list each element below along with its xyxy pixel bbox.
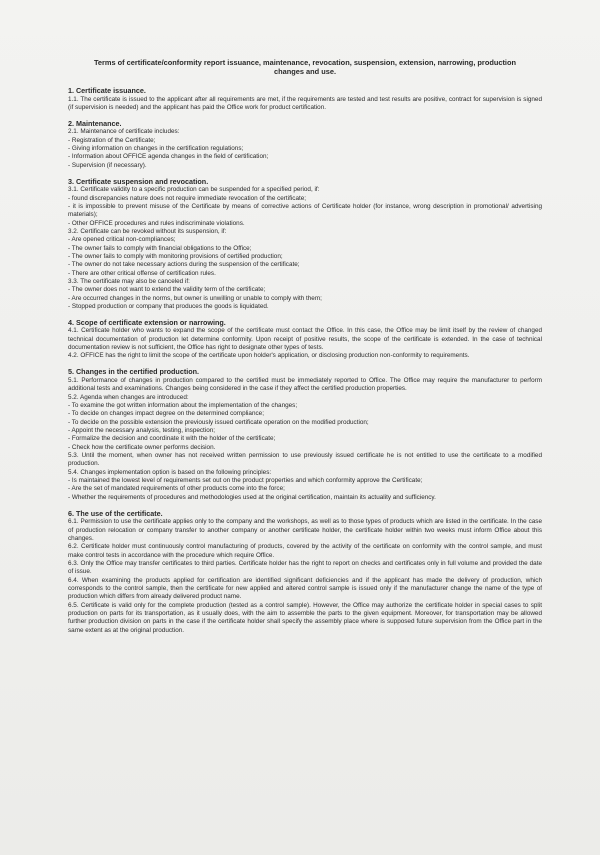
section-heading: 2. Maintenance. [68,118,122,128]
section-item: 1.1. The certificate is issued to the applicant after all requirements are met, if the requirements are tested and test results are positive, contract for supervision is signed (if supervision is needed) and the applicant has paid the Office work for product certification. [68,95,542,111]
section-heading: 5. Changes in the certified production. [68,367,199,377]
section-item: - Are opened critical non-compliances; [68,236,176,244]
section-item: - Information about OFFICE agenda changes in the field of certification; [68,153,269,161]
document-body [68,87,542,635]
section-item: 5.4. Changes implementation option is based on the following principles: [68,468,272,476]
section-item: - Registration of the Certificate; [68,136,156,144]
section-item: - To decide on the possible extension the previously issued certificate operation on the modified production; [68,418,369,426]
section-item: - The owner fails to comply with financial obligations to the Office; [68,244,252,252]
section [68,87,542,112]
section-item: - There are other critical offense of certification rules. [68,269,216,277]
section-item: 3.3. The certificate may also be canceled if: [68,277,190,285]
section-item: - found discrepancies nature does not require immediate revocation of the certificate; [68,194,307,202]
section-item: 4.1. Certificate holder who wants to expand the scope of the certificate must contact the Office. In this case, the Office may be limit itself by the review of changed technical documentation of production let determine conformity. Upon receipt of positive results, the scope of the certificate is extended. In the case of technical documentation review is not sufficient, the Office has right to designate other types of tests. [68,327,542,352]
section-item: - To examine the got written information about the implementation of the changes; [68,401,298,409]
section-item: 3.2. Certificate can be revoked without its suspension, if: [68,227,227,235]
document-title: Terms of certificate/conformity report issuance, maintenance, revocation, suspension, extension, narrowing, production changes and use. [93,58,517,76]
section-item: - The owner fails to comply with monitoring provisions of certified production; [68,252,283,260]
section-item: - it is impossible to prevent misuse of the Certificate by means of corrective actions of Certificate holder (for instance, wrong description in promotional/ advertising materials); [68,202,542,219]
section-heading: 3. Certificate suspension and revocation. [68,176,209,186]
section-item: - Is maintained the lowest level of requirements set out on the product properties and which conformity approve the Certificate; [68,477,423,485]
section-item: 5.1. Performance of changes in production compared to the certified must be immediately reported to Office. The Office may require the manufacturer to perform additional tests and examinations. Changes being considered in the case if they affect the certified production properties. [68,376,542,393]
section-item: 6.2. Certificate holder must continuously control manufacturing of products, covered by the activity of the certificate on conformity with the control sample, and must make control tests in accordance with the procedure which require Office. [68,543,542,559]
section-item: - The owner does not want to extend the validity term of the certificate; [68,286,266,294]
section-item: - Supervision (if necessary). [68,161,147,169]
section-item: 2.1. Maintenance of certificate includes: [68,128,180,136]
section [68,120,542,170]
section-item: 6.5. Certificate is valid only for the complete production (tested as a control sample). However, the Office may authorize the certificate holder in special cases to split production on parts for its transportation, as it usually does, with the aim to assemble the parts to the given equipment. Moreover, for transportation may be allowed further production division on parts in the case if the certificate holder shall specify the assembly place where is supposed future supervision from the Office part in the same extent as at the original production. [68,601,542,634]
section-item: 6.3. Only the Office may transfer certificates to third parties. Certificate holder has the right to report on checks and certificates only in full volume and provided the date of issue. [68,559,542,576]
section-heading: 4. Scope of certificate extension or narrowing. [68,317,226,327]
section-item: - The owner do not take necessary actions during the suspension of the certificate; [68,261,300,269]
section-heading: 6. The use of the certificate. [68,508,163,518]
section-item: - Are occurred changes in the norms, but owner is unwilling or unable to comply with them; [68,294,322,302]
section [68,510,542,635]
section-item: 6.1. Permission to use the certificate applies only to the company and the workshops, as well as to those types of products which are listed in the certificate. In the case of production relocation or company transfer to another company or another certificate holder, the certificate holder within two weeks must inform Office about this changes. [68,518,542,542]
section-item: 5.3. Until the moment, when owner has not received written permission to use previously issued certificate he is not entitled to use the certificate to a modified production. [68,452,542,468]
section-item: - Formalize the decision and coordinate it with the holder of the certificate; [68,435,276,443]
section-item: - Check how the certificate owner performs decision. [68,443,216,451]
section-item: 3.1. Certificate validity to a specific production can be suspended for a specified period, if: [68,186,320,194]
section-item: 6.4. When examining the products applied for certification are identified significant deficiencies and if the applicant has made the delivery of production, which corresponds to the control sample, then the certificate for new applied and altered control sample is issued only if the manufacturer change the name of the type of production which differs from already delivered product name. [68,576,542,601]
section [68,178,542,312]
section-item: - Appoint the necessary analysis, testing, inspection; [68,426,216,434]
section-item: - Giving information on changes in the certification regulations; [68,145,244,153]
section-item: 5.2. Agenda when changes are introduced: [68,393,189,401]
section-item: 4.2. OFFICE has the right to limit the scope of the certificate upon holder's application, or disclosing production non-conformity to requirements. [68,352,470,360]
section-item: - Whether the requirements of procedures and methodologies used at the original certification, maintain its actuality and sufficiency. [68,493,436,501]
section-item: - Other OFFICE procedures and rules indiscriminate violations. [68,219,245,227]
section [68,319,542,361]
section [68,368,542,502]
section-heading: 1. Certificate issuance. [68,86,146,95]
section-item: - Are the set of mandated requirements of other products come into the force; [68,485,285,493]
section-item: - To decide on changes impact degree on the determined compliance; [68,410,264,418]
section-item: - Stopped production or company that produces the goods is liquidated. [68,303,269,310]
